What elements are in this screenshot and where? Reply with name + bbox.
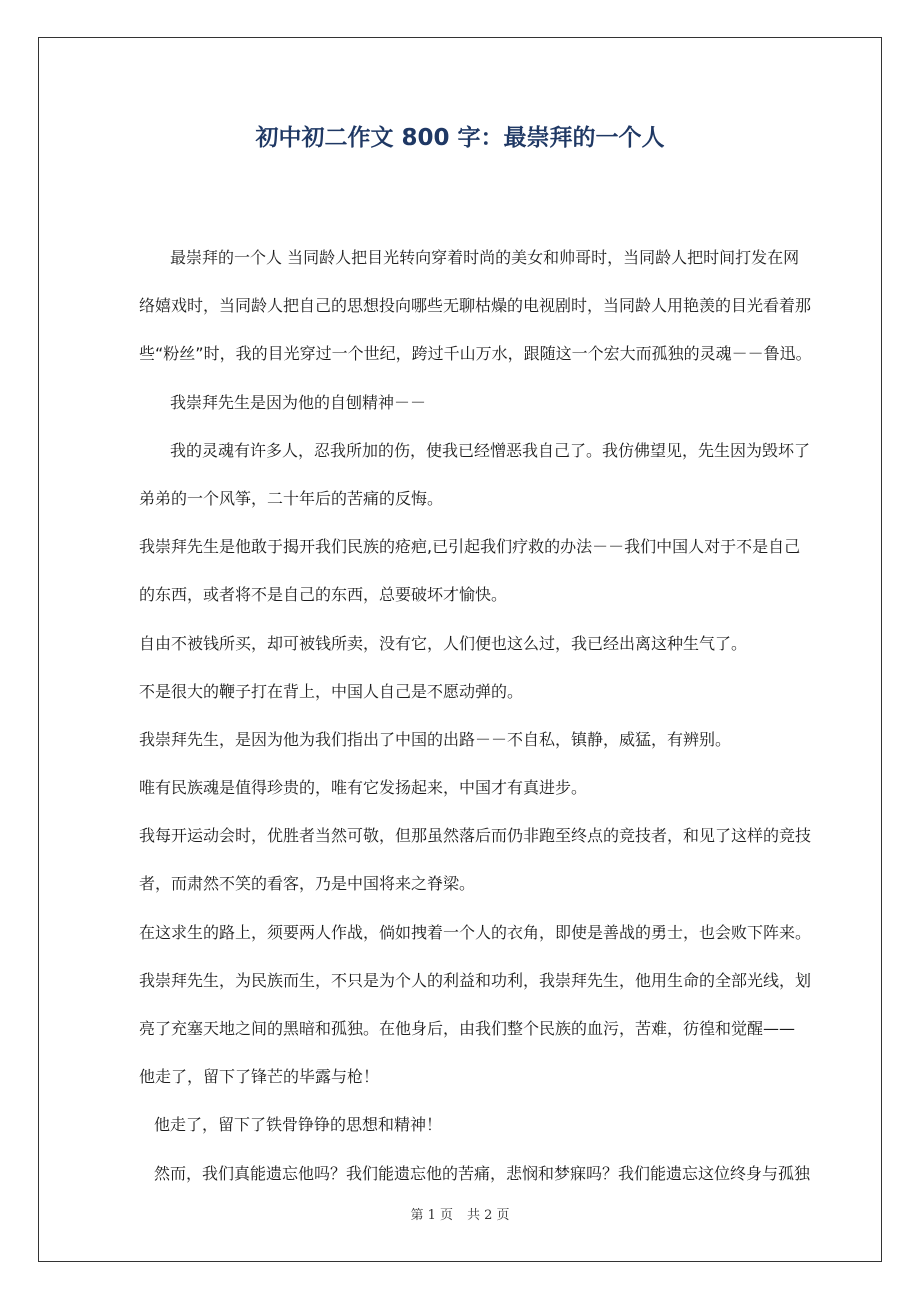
body-line: 我崇拜先生是他敢于揭开我们民族的疮疤,已引起我们疗救的办法－－我们中国人对于不是自己	[139, 537, 801, 557]
body-line: 络嬉戏时，当同龄人把自己的思想投向哪些无聊枯燥的电视剧时，当同龄人用艳羡的目光看着那	[139, 296, 812, 316]
body-line: 他走了，留下了锋芒的毕露与枪！	[139, 1067, 380, 1087]
page-number: 第 1 页	[410, 1208, 453, 1223]
body-line: 我崇拜先生，是因为他为我们指出了中国的出路－－不自私，镇静，威猛，有辨别。	[139, 729, 732, 749]
document-title: 初中初二作文 800 字：最崇拜的一个人	[255, 125, 665, 151]
body-line: 我每开运动会时，优胜者当然可敬，但那虽然落后而仍非跑至终点的竞技者，和见了这样的竞技	[139, 826, 812, 846]
document-body	[139, 234, 812, 1198]
page-footer	[38, 1204, 882, 1228]
body-line: 亮了充塞天地之间的黑暗和孤独。在他身后，由我们整个民族的血污，苦难，彷徨和觉醒——	[139, 1019, 796, 1038]
body-line: 我崇拜先生是因为他的自刨精神－－	[170, 392, 427, 412]
body-line: 些“粉丝”时，我的目光穿过一个世纪，跨过千山万水，跟随这一个宏大而孤独的灵魂－－鲁迅。	[139, 344, 812, 364]
body-line: 在这求生的路上，须要两人作战，倘如拽着一个人的衣角，即使是善战的勇士，也会败下阵来。	[139, 922, 812, 942]
body-line: 然而，我们真能遗忘他吗？我们能遗忘他的苦痛，悲悯和梦寐吗？我们能遗忘这位终身与孤独	[154, 1163, 811, 1183]
body-line: 弟弟的一个风筝，二十年后的苦痛的反悔。	[139, 488, 444, 508]
body-line: 唯有民族魂是值得珍贵的，唯有它发扬起来，中国才有真进步。	[139, 778, 588, 798]
body-line: 我的灵魂有许多人，忍我所加的伤，使我已经憎恶我自己了。我仿佛望见，先生因为毁坏了	[170, 440, 811, 460]
body-line: 我崇拜先生，为民族而生，不只是为个人的利益和功利，我崇拜先生，他用生命的全部光线，划	[139, 970, 812, 990]
page-total: 共 2 页	[467, 1208, 510, 1223]
body-line: 不是很大的鞭子打在背上，中国人自己是不愿动弹的。	[139, 681, 524, 701]
body-line: 他走了，留下了铁骨铮铮的思想和精神！	[154, 1115, 443, 1135]
body-line: 最崇拜的一个人 当同龄人把目光转向穿着时尚的美女和帅哥时，当同龄人把时间打发在网	[170, 248, 800, 267]
body-line: 者，而肃然不笑的看客，乃是中国将来之脊梁。	[139, 874, 476, 894]
body-line: 自由不被钱所买，却可被钱所卖，没有它，人们便也这么过，我已经出离这种生气了。	[139, 633, 748, 653]
body-line: 的东西，或者将不是自己的东西，总要破坏才愉快。	[139, 585, 508, 605]
